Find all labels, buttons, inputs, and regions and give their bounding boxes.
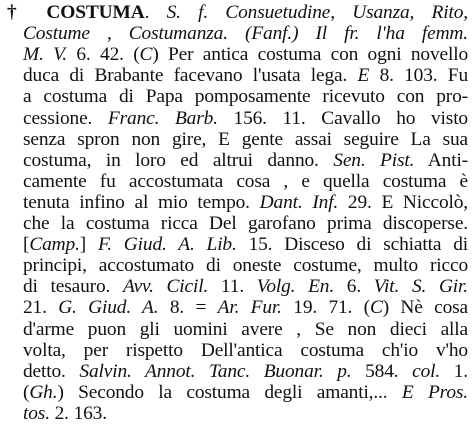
entry-line bbox=[7, 2, 468, 23]
text-run: (Fanf.) bbox=[245, 23, 299, 45]
entry-line bbox=[23, 171, 468, 192]
text-run: Salvin. Annot. Tanc. Buonar. p. bbox=[79, 360, 352, 382]
text-run: Dant. Inf. bbox=[259, 191, 339, 213]
text-run: G. Giud. A. bbox=[58, 297, 159, 319]
text-run: 21. bbox=[23, 297, 59, 319]
text-run: ] bbox=[79, 234, 98, 256]
text-run: Vit. S. Gir. bbox=[373, 276, 469, 298]
text-run: 2. 163. bbox=[49, 402, 107, 424]
entry-line bbox=[23, 297, 468, 318]
text-run: C bbox=[139, 44, 153, 66]
text-run: Camp. bbox=[29, 234, 80, 256]
text-run: 15. Disceso di schiatta di bbox=[236, 234, 469, 256]
text-run bbox=[298, 23, 315, 44]
text-run: Costume , Costumanza. bbox=[23, 23, 228, 45]
entry-line bbox=[23, 192, 468, 213]
text-run: Franc. Barb. bbox=[107, 107, 218, 129]
entry-line bbox=[23, 23, 468, 44]
text-run: camente fu accostumata cosa , e quella costuma è bbox=[23, 170, 468, 192]
entry-line bbox=[23, 44, 468, 65]
text-run: [ bbox=[23, 234, 30, 256]
text-run: S. f. Consuetudine, Usanza, Rito, bbox=[166, 2, 468, 23]
text-run: Gh. bbox=[29, 381, 58, 403]
text-run: 584. bbox=[351, 360, 413, 382]
text-run: Anti- bbox=[414, 149, 468, 171]
text-run: F. Giud. A. Lib. bbox=[98, 234, 237, 256]
text-run: cessione. bbox=[23, 107, 108, 129]
text-run: duca di Brabante facevano l'usata lega. bbox=[23, 65, 358, 87]
text-run: Avv. Cicil. bbox=[122, 276, 209, 298]
text-run: ( bbox=[23, 381, 30, 403]
text-run: principi, accostumato di oneste costume, multo ricco bbox=[23, 255, 468, 277]
text-run: tenuta infino al mio tempo. bbox=[23, 191, 260, 213]
text-run: ) Secondo la costuma degli amanti,... bbox=[57, 381, 402, 403]
text-run: 19. 71. ( bbox=[281, 297, 370, 319]
entry-line bbox=[23, 255, 468, 276]
text-run: ) Per antica costuma con ogni novello bbox=[152, 44, 468, 66]
entry-line bbox=[23, 213, 468, 234]
entry-line bbox=[23, 276, 468, 297]
entry-line bbox=[23, 86, 468, 107]
text-run: 6. bbox=[334, 276, 374, 298]
text-run: COSTUMA bbox=[46, 2, 145, 23]
entry-line bbox=[23, 340, 468, 361]
entry-line bbox=[23, 382, 468, 403]
text-run: ) Nè cosa bbox=[382, 297, 468, 319]
text-run: volta, per rispetto Dell'antica costuma ch'io v'ho bbox=[23, 339, 468, 361]
entry-line bbox=[23, 150, 468, 171]
entry-line bbox=[23, 361, 468, 382]
entry-line bbox=[23, 108, 468, 129]
text-run: C bbox=[369, 297, 383, 319]
text-run: 8. = bbox=[158, 297, 218, 319]
text-run: che la costuma ricca Del garofano prima discoperse. bbox=[23, 213, 468, 234]
text-run: Sen. Pist. bbox=[333, 149, 415, 171]
text-run: 1. bbox=[440, 360, 468, 382]
text-run: a costuma di Papa pomposamente ricevuto con pro- bbox=[23, 86, 468, 108]
text-run: d'arme puon gli uomini avere , Se non dieci alla bbox=[23, 318, 468, 340]
text-run: Ar. Fur. bbox=[217, 297, 282, 319]
text-run: E Pros. bbox=[401, 381, 468, 403]
text-run: costuma, in loro ed altrui danno. bbox=[23, 149, 334, 171]
text-run: 11. bbox=[208, 276, 257, 298]
text-run: detto. bbox=[23, 360, 80, 382]
entry-line bbox=[23, 403, 468, 424]
text-run: 8. 103. Fu bbox=[369, 65, 469, 87]
text-run: Volg. En. bbox=[256, 276, 335, 298]
text-run: . bbox=[144, 2, 167, 23]
text-run: tos. bbox=[23, 402, 50, 424]
entry-line bbox=[23, 65, 468, 86]
text-run: senza spron non gire, E gente assai seguire La sua bbox=[23, 128, 468, 150]
text-run: 29. E Niccolò, bbox=[338, 191, 468, 213]
text-run: E bbox=[357, 65, 370, 87]
text-run bbox=[228, 23, 245, 44]
text-run: 6. 42. ( bbox=[67, 44, 140, 66]
text-run: col. bbox=[412, 360, 441, 382]
text-run: † bbox=[7, 2, 47, 23]
entry-line bbox=[23, 129, 468, 150]
text-run: Il fr. l'ha femm. bbox=[315, 23, 468, 45]
text-run: 156. 11. Cavallo ho visto bbox=[217, 107, 468, 129]
entry-line bbox=[23, 234, 468, 255]
entry-line bbox=[23, 319, 468, 340]
text-run: M. V. bbox=[23, 44, 67, 66]
text-run: di tesauro. bbox=[23, 276, 123, 298]
